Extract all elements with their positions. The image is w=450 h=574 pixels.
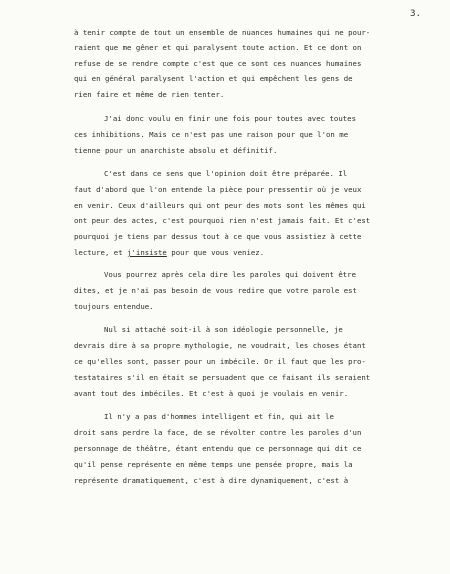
text-line: rien faire et même de rien tenter.: [74, 90, 225, 99]
text-line: Vous pourrez après cela dire les paroles qui doivent être: [104, 270, 357, 279]
text-line: raient que me gêner et qui paralysent toute action. Et ce dont on: [74, 43, 362, 52]
text-line: qui en général paralysent l'action et qui empêchent les gens de: [74, 74, 353, 83]
text-line: ces inhibitions. Mais ce n'est pas une raison pour que l'on me: [74, 130, 349, 139]
text-line: avant tout des imbéciles. Et c'est à quoi je voulais en venir.: [74, 389, 349, 398]
text-line: personnage de théâtre, étant entendu que ce personnage qui dit ce: [74, 444, 362, 453]
text-line: C'est dans ce sens que l'opinion doit être préparée. Il: [104, 169, 348, 178]
text-line: toujours entendue.: [74, 302, 154, 311]
text-line: Nul si attaché soit-il à son idéologie personnelle, je: [104, 325, 343, 334]
text-segment: lecture, et: [74, 248, 128, 257]
text-line: en venir. Ceux d'ailleurs qui ont peur des mots sont les mêmes qui: [74, 201, 366, 210]
text-line: J'ai donc voulu en finir une fois pour toutes avec toutes: [104, 114, 357, 123]
page-number: 3.: [410, 8, 422, 19]
text-line: devrais dire à sa propre mythologie, ne voudrait, les choses étant: [74, 341, 366, 350]
text-line: qu'il pense représente en même temps une pensée propre, mais la: [74, 460, 353, 469]
text-line: dites, et je n'ai pas besoin de vous redire que votre parole est: [74, 286, 357, 295]
text-line: pourquoi je tiens par dessus tout à ce que vous assistiez à cette: [74, 232, 362, 241]
text-line: droit sans perdre la face, de se révolter contre les paroles d'un: [74, 428, 362, 437]
text-line: refuse de se rendre compte c'est que ce sont ces nuances humaines: [74, 59, 362, 68]
text-line: Il n'y a pas d'hommes intelligent et fin, qui ait le: [104, 412, 334, 421]
text-line: faut d'abord que l'on entende la pièce pour pressentir où je veux: [74, 185, 362, 194]
text-line: ce qu'elles sont, passer pour un imbécile. Or il faut que les pro-: [74, 357, 366, 366]
text-line: à tenir compte de tout un ensemble de nuances humaines qui ne pour-: [74, 28, 371, 37]
text-line-mixed: [74, 248, 264, 257]
underlined-emphasis: j'insiste: [127, 248, 167, 257]
text-line: ont peur des actes, c'est pourquoi rien n'est jamais fait. Et c'est: [74, 216, 371, 225]
text-line: tienne pour un anarchiste absolu et définitif.: [74, 146, 278, 155]
text-segment: pour que vous veniez.: [166, 248, 265, 257]
text-line: représente dramatiquement, c'est à dire dynamiquement, c'est à: [74, 476, 349, 485]
text-line: testataires s'il en était se persuadent que ce faisant ils seraient: [74, 373, 371, 382]
